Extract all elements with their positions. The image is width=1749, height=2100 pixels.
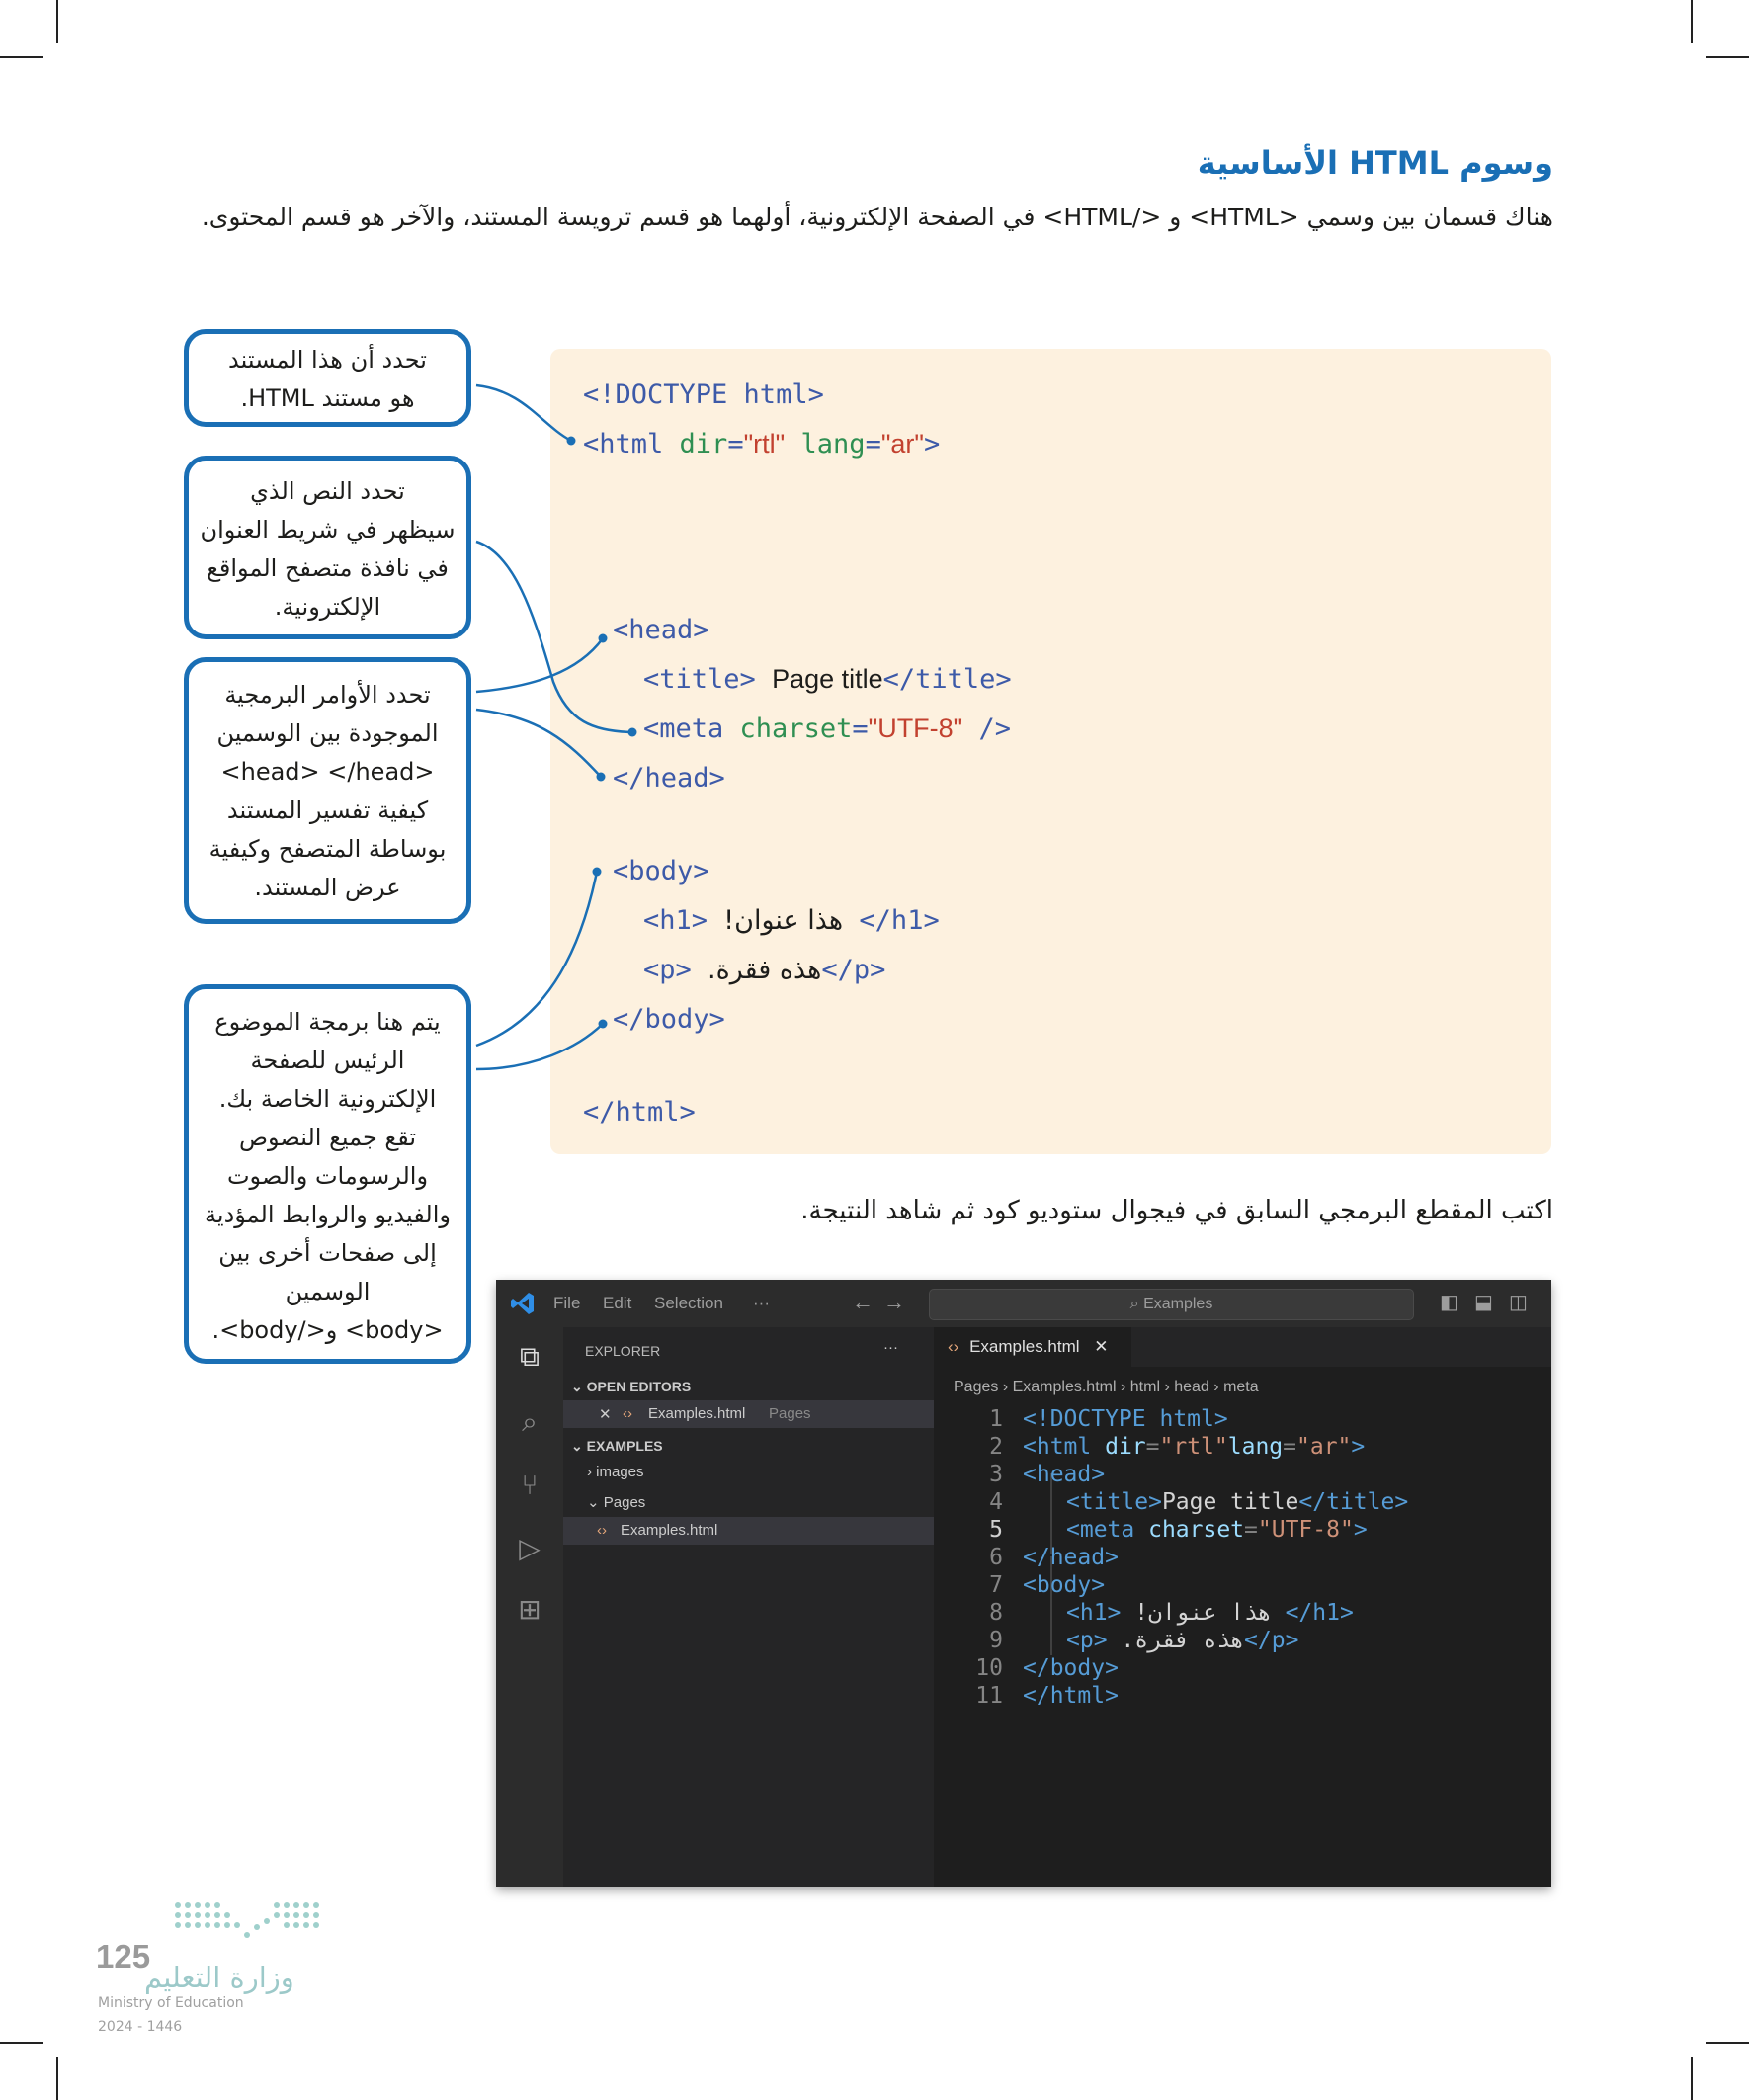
editor-line[interactable]: <title>Page title</title> xyxy=(1066,1489,1409,1515)
tree-item-images[interactable]: › images xyxy=(587,1464,644,1480)
close-icon[interactable]: ✕ xyxy=(599,1406,612,1423)
callout-text: إلى صفحات أخرى بين xyxy=(218,1239,437,1267)
breadcrumb-item[interactable]: head xyxy=(1174,1379,1209,1395)
search-icon[interactable]: ⌕ xyxy=(522,1406,538,1437)
callout-text: كيفية تفسير المستند xyxy=(226,797,429,824)
section-heading: وسوم HTML الأساسية xyxy=(1197,144,1553,182)
connector-line xyxy=(476,385,571,441)
instruction-text: اكتب المقطع البرمجي السابق في فيجوال ستوديو كود ثم شاهد النتيجة. xyxy=(800,1196,1553,1225)
run-debug-icon[interactable]: ▷ xyxy=(519,1533,541,1563)
code-line-h1: <h1> !هذا عنوان </h1> xyxy=(643,905,940,936)
vscode-titlebar xyxy=(496,1280,1551,1327)
line-number: 11 xyxy=(975,1683,1003,1709)
callout-text: <body> و</body>. xyxy=(211,1316,444,1344)
ministry-logo-icon xyxy=(170,1897,323,1945)
search-icon: ⌕ xyxy=(1129,1296,1144,1312)
editor-line[interactable]: </body> xyxy=(1023,1655,1119,1681)
tab-label: Examples.html xyxy=(969,1337,1080,1356)
explorer-label: EXPLORER xyxy=(585,1343,661,1359)
tree-item-examples-html[interactable] xyxy=(563,1517,934,1545)
examples-folder-header[interactable]: ⌄ EXAMPLES xyxy=(571,1438,663,1454)
code-line-doctype: <!DOCTYPE html> xyxy=(583,379,824,410)
breadcrumb-item[interactable]: Pages xyxy=(954,1379,999,1395)
code-line-meta: <meta charset="UTF-8" /> xyxy=(643,714,1012,744)
menu-more[interactable]: ··· xyxy=(753,1294,770,1312)
line-number: 8 xyxy=(989,1600,1003,1626)
editor-line[interactable]: <html dir="rtl"lang="ar"> xyxy=(1023,1434,1366,1460)
callout-text: الرئيس للصفحة xyxy=(250,1047,405,1074)
vscode-window xyxy=(496,1280,1551,1887)
callout-text: الإلكترونية الخاصة بك. xyxy=(218,1085,437,1113)
open-editor-item[interactable] xyxy=(563,1400,934,1428)
editor-line[interactable]: </html> xyxy=(1023,1683,1119,1709)
callout-text: الإلكترونية. xyxy=(274,593,381,621)
explorer-more-button[interactable]: ··· xyxy=(883,1339,898,1356)
callout-text: بوساطة المتصفح وكيفية xyxy=(208,835,447,863)
connector-dot xyxy=(593,868,602,877)
tree-item-pages[interactable]: ⌄ Pages xyxy=(587,1494,646,1511)
source-control-icon[interactable]: ⑂ xyxy=(521,1470,539,1500)
callout-text: والرسومات والصوت xyxy=(226,1162,429,1190)
callout-text: الوسمين xyxy=(285,1278,371,1305)
toggle-panel-icon[interactable]: ⬓ xyxy=(1474,1292,1493,1313)
crop-mark xyxy=(56,2057,58,2100)
menu-selection[interactable]: Selection xyxy=(654,1294,723,1312)
code-line-html-open: <html dir="rtl" lang="ar"> xyxy=(583,429,941,460)
activity-bar xyxy=(496,1327,563,1887)
vscode-logo-icon xyxy=(510,1291,536,1316)
editor-line[interactable]: <!DOCTYPE html> xyxy=(1023,1406,1228,1432)
editor-line[interactable]: <meta charset="UTF-8"> xyxy=(1066,1517,1368,1543)
connector-dot xyxy=(567,437,576,446)
connector-dot xyxy=(599,634,608,643)
code-line-body-open: <body> xyxy=(613,856,709,886)
breadcrumb xyxy=(954,1379,1259,1396)
ministry-name-english: Ministry of Education xyxy=(98,1995,244,2011)
line-number: 2 xyxy=(989,1434,1003,1460)
chevron-right-icon: › xyxy=(1120,1379,1130,1395)
academic-year: 2024 - 1446 xyxy=(98,2019,183,2035)
callout-text: عرض المستند. xyxy=(254,874,401,901)
code-line-p: <p> .هذه فقرة</p> xyxy=(643,955,886,985)
line-number: 6 xyxy=(989,1545,1003,1570)
html-file-icon: ‹› xyxy=(597,1522,607,1539)
code-line-head-open: <head> xyxy=(613,615,709,645)
line-number: 3 xyxy=(989,1462,1003,1487)
tree-file-label: Examples.html xyxy=(621,1522,718,1539)
callout-text: يتم هنا برمجة الموضوع xyxy=(214,1008,441,1036)
connector-dot xyxy=(597,773,606,782)
toggle-secondary-sidebar-icon[interactable]: ◫ xyxy=(1509,1292,1528,1313)
callout-text: هو مستند HTML. xyxy=(240,384,415,412)
open-editor-folder: Pages xyxy=(769,1405,811,1422)
crop-mark xyxy=(1706,2042,1749,2044)
menu-edit[interactable]: Edit xyxy=(603,1294,632,1312)
close-icon[interactable]: ✕ xyxy=(1094,1337,1109,1356)
editor-tab-bar xyxy=(934,1327,1551,1367)
breadcrumb-item[interactable]: meta xyxy=(1223,1379,1259,1395)
callout-text: تحدد الأوامر البرمجية xyxy=(224,681,431,709)
callout-text: تقع جميع النصوص xyxy=(238,1124,417,1151)
html-file-icon: ‹› xyxy=(623,1405,632,1422)
chevron-right-icon: › xyxy=(1002,1379,1013,1395)
back-arrow-icon[interactable]: ← xyxy=(852,1290,874,1314)
line-number: 7 xyxy=(989,1572,1003,1598)
line-number: 5 xyxy=(989,1517,1003,1543)
code-line-title: <title> Page title</title> xyxy=(643,664,1012,695)
connector-dot xyxy=(628,728,637,737)
connector-dot xyxy=(599,1020,608,1029)
chevron-right-icon: › xyxy=(1213,1379,1224,1395)
breadcrumb-item[interactable]: html xyxy=(1129,1379,1160,1395)
editor-area xyxy=(934,1327,1551,1887)
line-number: 9 xyxy=(989,1628,1003,1653)
explorer-icon[interactable]: ⧉ xyxy=(520,1341,540,1372)
ministry-name-arabic: وزارة التعليم xyxy=(144,1961,294,1994)
connector-line xyxy=(476,1024,603,1069)
editor-line[interactable]: <body> xyxy=(1023,1572,1106,1598)
callout-text: في نافذة متصفح المواقع xyxy=(207,554,449,582)
connector-line xyxy=(476,542,632,732)
callout-text: الموجودة بين الوسمين xyxy=(216,719,439,747)
callout-text: سيظهر في شريط العنوان xyxy=(200,516,456,544)
crop-mark xyxy=(0,2042,43,2044)
callout-text: <head> </head> xyxy=(220,758,435,786)
editor-line[interactable]: <head> xyxy=(1023,1462,1106,1487)
explorer-sidebar xyxy=(563,1327,934,1887)
code-line-body-close: </body> xyxy=(613,1004,725,1035)
breadcrumb-item[interactable]: Examples.html xyxy=(1012,1379,1117,1395)
callout-text: تحدد أن هذا المستند xyxy=(228,346,427,374)
line-number: 4 xyxy=(989,1489,1003,1515)
search-placeholder: Examples xyxy=(1143,1296,1213,1312)
intro-paragraph: هناك قسمان بين وسمي <HTML> و </HTML> في الصفحة الإلكترونية، أولهما هو قسم ترويسة المستند، والآخر هو قسم المحتوى. xyxy=(201,203,1553,231)
chevron-right-icon: › xyxy=(1164,1379,1175,1395)
tab-examples-html[interactable] xyxy=(934,1327,1131,1367)
command-center-search[interactable] xyxy=(929,1289,1414,1320)
crop-mark xyxy=(1691,2057,1693,2100)
callout-text: تحدد النص الذي xyxy=(250,477,405,505)
open-editors-header[interactable]: ⌄ OPEN EDITORS xyxy=(571,1379,692,1394)
code-line-head-close: </head> xyxy=(613,763,725,794)
editor-line[interactable]: <p> .هذه فقرة</p> xyxy=(1066,1628,1299,1653)
indent-guide xyxy=(1050,1556,1052,1655)
menu-file[interactable]: File xyxy=(553,1294,581,1312)
open-editor-filename: Examples.html xyxy=(648,1405,746,1422)
page-number: 125 xyxy=(96,1938,151,1974)
html-file-icon: ‹› xyxy=(948,1337,959,1356)
forward-arrow-icon[interactable]: → xyxy=(883,1290,905,1314)
line-number: 1 xyxy=(989,1406,1003,1432)
editor-line[interactable]: <h1> !هذا عنوان </h1> xyxy=(1066,1600,1354,1626)
extensions-icon[interactable]: ⊞ xyxy=(518,1594,541,1625)
code-line-html-close: </html> xyxy=(583,1097,696,1128)
connector-line xyxy=(476,872,597,1046)
toggle-sidebar-icon[interactable]: ◧ xyxy=(1440,1292,1458,1313)
editor-line[interactable]: </head> xyxy=(1023,1545,1119,1570)
callout-text: والفيديو والروابط المؤدية xyxy=(205,1201,451,1228)
line-number: 10 xyxy=(975,1655,1003,1681)
connector-line xyxy=(476,638,603,692)
